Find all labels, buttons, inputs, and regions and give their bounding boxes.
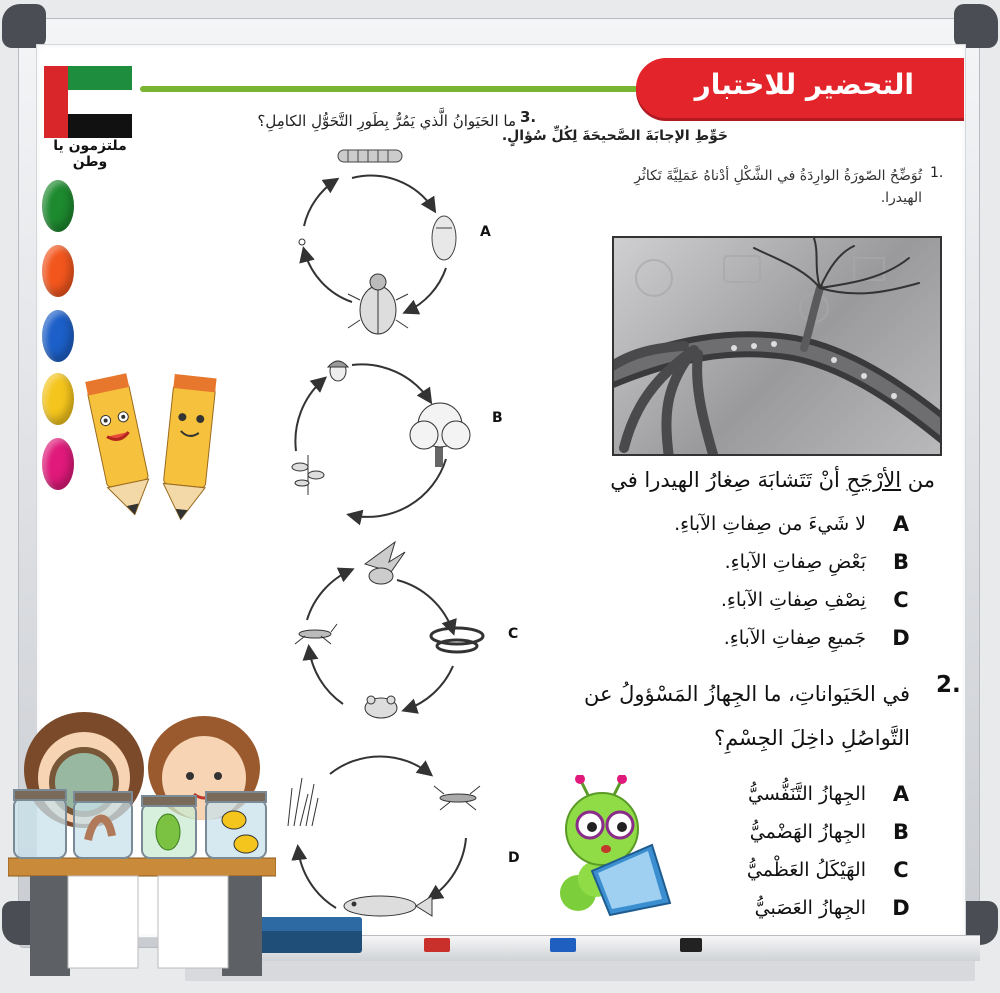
question1-option-c[interactable] <box>721 588 910 612</box>
question2-option-a[interactable] <box>748 782 910 806</box>
frame-corner <box>954 4 998 48</box>
question3-text: ما الحَيَوانُ الَّذي يَمُرُّ بِطَورِ التَّحَوُّلِ الكامِلِ؟ <box>257 112 516 130</box>
question1-stem <box>515 468 935 492</box>
option-letter: C <box>893 858 909 882</box>
bookworm-reading-icon <box>548 775 678 920</box>
black-marker-icon <box>680 938 702 952</box>
seedling-icon <box>292 455 324 495</box>
page-title: التحضير للاختبار <box>694 68 914 101</box>
grass-icon <box>288 778 318 826</box>
question3-number: 3. <box>520 108 537 126</box>
instructions-text: حَوِّطِ الإجابَةَ الصَّحيحَةَ لِكُلِّ سُؤالٍ. <box>501 128 728 144</box>
option-text: نِصْفِ صِفاتِ الآباءِ. <box>720 589 866 611</box>
option-text: جَميعِ صِفاتِ الآباءِ. <box>723 627 866 649</box>
yellow-magnet-icon <box>42 373 74 425</box>
question2-number: 2. <box>936 672 961 698</box>
pencil-characters-icon <box>80 370 230 530</box>
hydra-image <box>612 236 942 456</box>
stem-suffix: أنْ تَتَشابَهَ صِغارُ الهيدرا في <box>610 468 840 492</box>
life-cycle-c <box>285 540 485 730</box>
option-letter: C <box>893 588 909 612</box>
cycle-label-c[interactable]: C <box>508 626 519 642</box>
acorn-icon <box>328 361 348 381</box>
uae-flag-icon <box>44 66 132 138</box>
option-text: الجِهازُ التَّنَفُّسيُّ <box>747 783 866 805</box>
question1-option-b[interactable] <box>725 550 910 574</box>
cycle-label-b[interactable]: B <box>492 410 503 426</box>
life-cycle-a <box>290 150 470 340</box>
question2-option-b[interactable] <box>750 820 910 844</box>
blue-magnet-icon <box>42 310 74 362</box>
life-cycle-b <box>290 355 470 525</box>
stem-prefix: من <box>907 468 935 492</box>
cycle-label-a[interactable]: A <box>480 224 491 240</box>
red-marker-icon <box>424 938 450 952</box>
pupa-icon <box>432 216 456 260</box>
larva-icon <box>338 150 402 162</box>
option-text: الجِهازُ الهَضْميُّ <box>749 821 866 843</box>
eagle-icon <box>365 542 405 584</box>
green-magnet-icon <box>42 180 74 232</box>
grasshopper-icon <box>295 624 337 644</box>
stem-underlined: الأرْجَحِ <box>846 468 902 492</box>
option-letter: B <box>892 550 909 574</box>
option-letter: D <box>892 626 910 650</box>
option-text: لا شَيءَ من صِفاتِ الآباءِ. <box>674 513 866 535</box>
question2-text: في الحَيَواناتِ، ما الجِهازُ المَسْؤولُ عن التَّواصُلِ داخِلَ الجِسْمِ؟ <box>583 682 910 750</box>
orange-magnet-icon <box>42 245 74 297</box>
snake-icon <box>431 628 483 652</box>
tray-shadow <box>185 961 975 981</box>
option-letter: A <box>892 782 910 806</box>
option-letter: A <box>892 512 910 536</box>
life-cycle-d <box>280 758 490 928</box>
title-accent-line <box>140 86 638 92</box>
beetle-icon <box>348 274 408 334</box>
title-banner <box>636 58 964 118</box>
frame-corner <box>2 4 46 48</box>
pink-magnet-icon <box>42 438 74 490</box>
cycle-label-d[interactable]: D <box>508 850 520 866</box>
option-letter: D <box>892 896 910 920</box>
question1-number: 1. <box>930 165 944 181</box>
option-text: بَعْضِ صِفاتِ الآباءِ. <box>724 551 866 573</box>
option-letter: B <box>892 820 909 844</box>
question1-option-d[interactable] <box>724 626 910 650</box>
question2-option-c[interactable] <box>747 858 910 882</box>
blue-marker-icon <box>550 938 576 952</box>
mosquito-icon <box>434 786 480 810</box>
fish-icon <box>344 896 432 916</box>
question2-option-d[interactable] <box>755 896 910 920</box>
egg-icon <box>299 239 305 245</box>
option-text: الجِهازُ العَصَبيُّ <box>754 897 866 919</box>
question1-option-a[interactable] <box>674 512 910 536</box>
frog-icon <box>365 696 397 718</box>
logo-text: ملتزمون يا وطن <box>53 138 127 170</box>
question1-text: تُوَضِّحُ الصّورَةُ الوارِدَةُ في الشَّكْلِ أدْناهُ عَمَلِيَّةَ تَكاثُرِ الهيدرا. <box>634 168 922 206</box>
tree-icon <box>410 403 470 467</box>
kids-with-jars-icon <box>8 708 276 978</box>
option-text: الهَيْكَلُ العَظْميُّ <box>746 859 866 881</box>
